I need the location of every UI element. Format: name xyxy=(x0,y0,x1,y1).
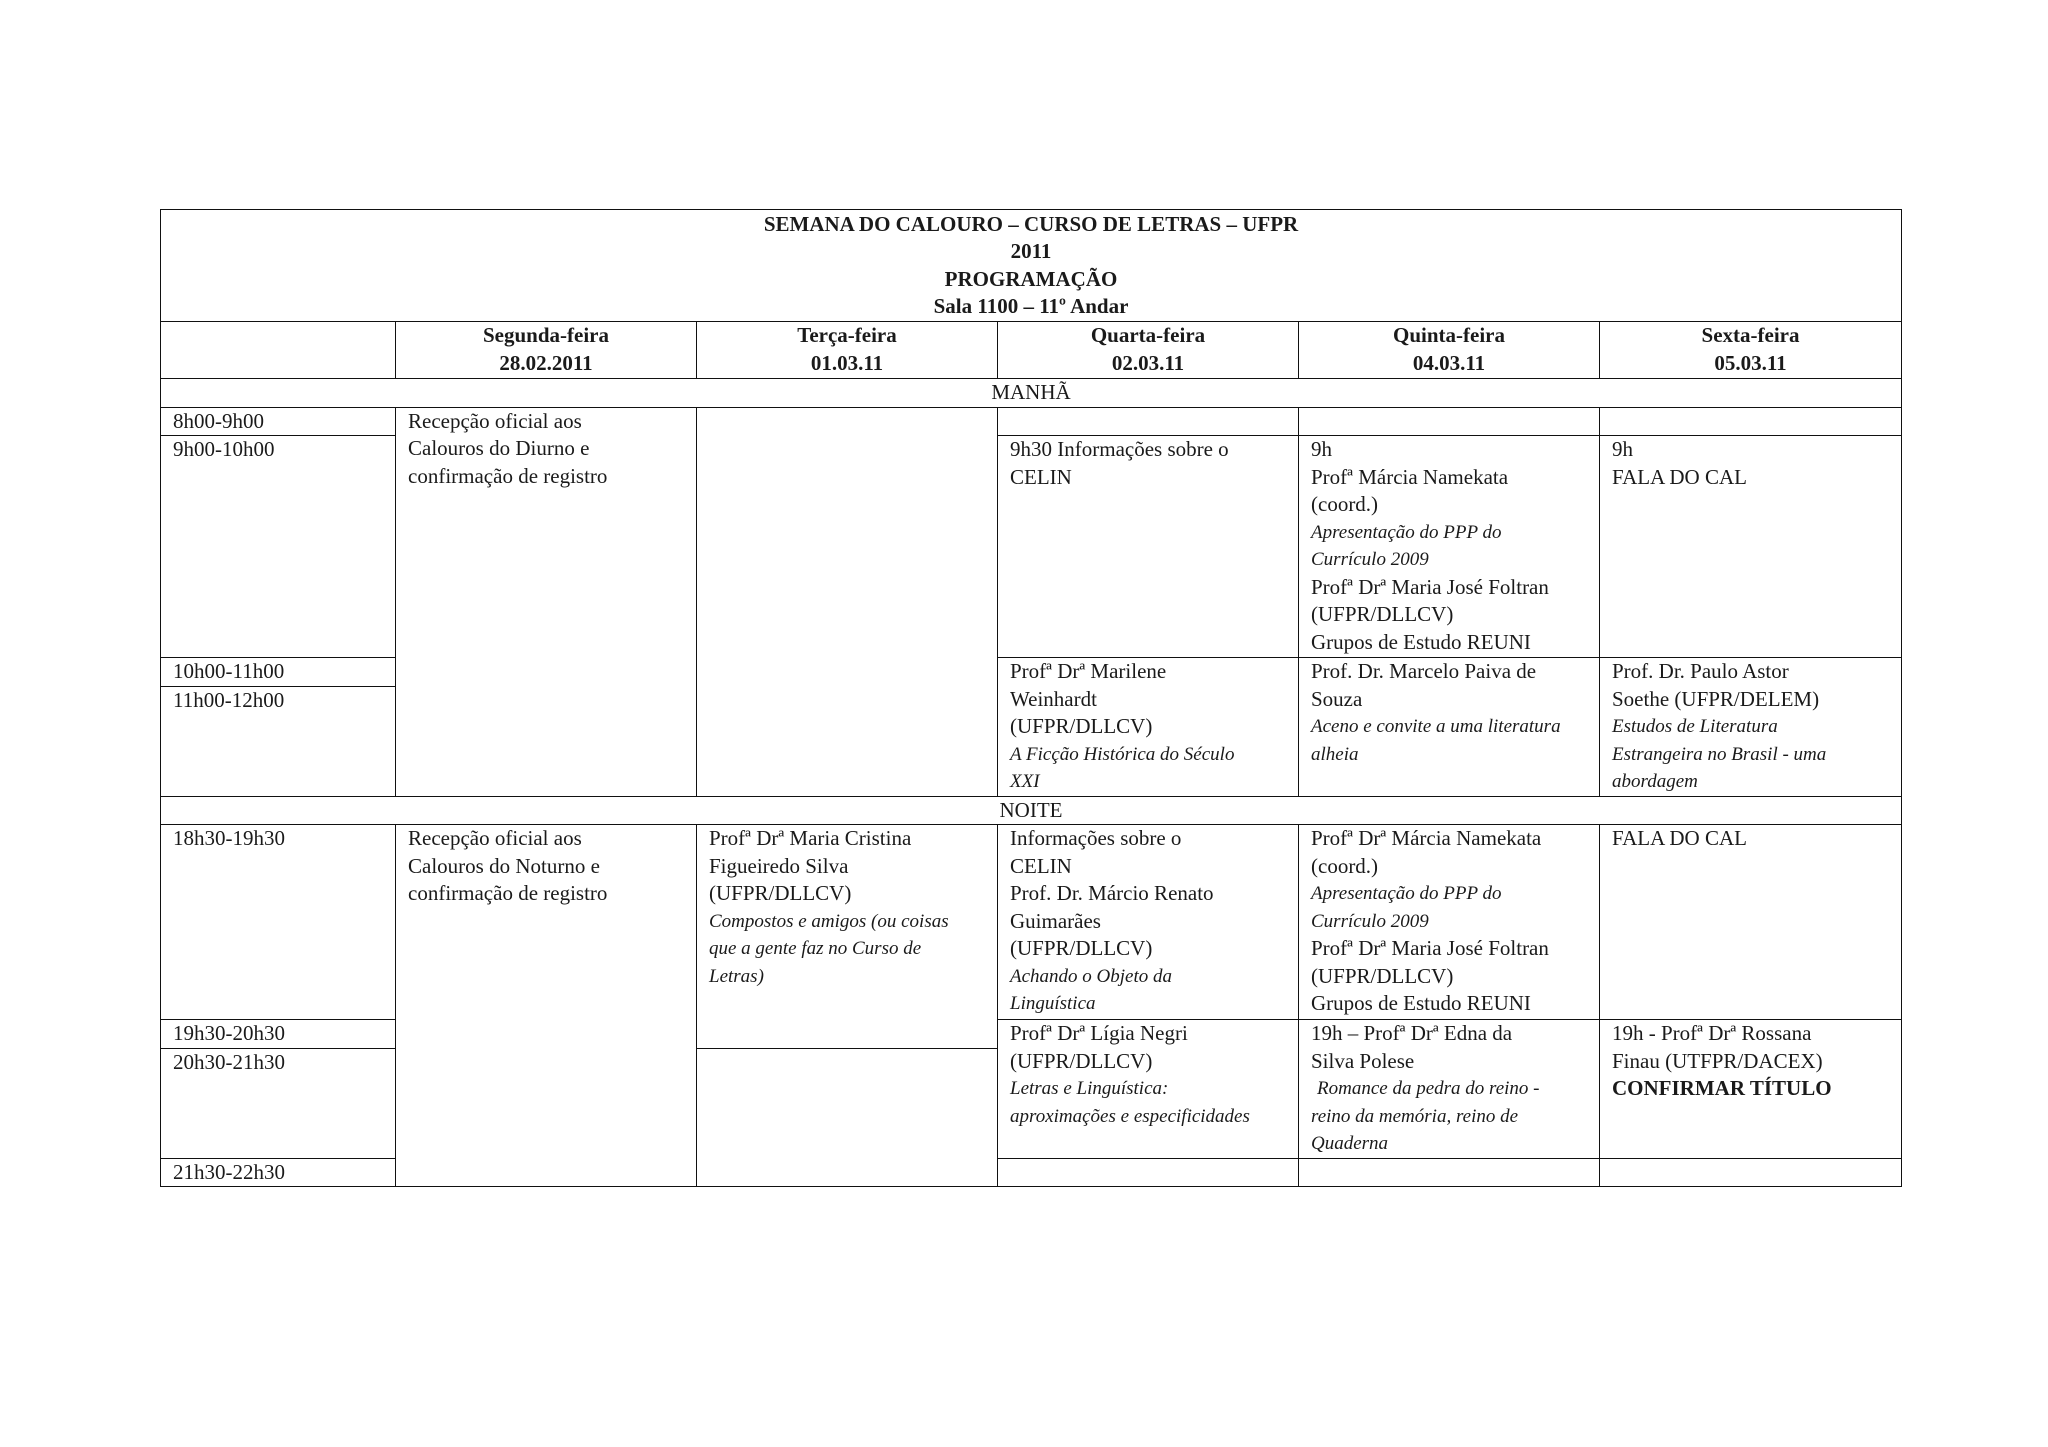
night-tuesday-cell-1: Profª Drª Maria Cristina Figueiredo Silva (UFPR/DLLCV) Compostos e amigos (ou coisas que a gente faz no Curso de Letras) xyxy=(697,825,998,1049)
time-slot: 19h30-20h30 xyxy=(161,1020,396,1049)
empty-cell xyxy=(998,407,1299,436)
morning-friday-cell-1: 9h FALA DO CAL xyxy=(1600,436,1902,658)
title-room: Sala 1100 – 11º Andar xyxy=(933,294,1129,318)
night-wednesday-cell-1: Informações sobre o CELIN Prof. Dr. Márcio Renato Guimarães (UFPR/DLLCV) Achando o Objeto da Linguística xyxy=(998,825,1299,1020)
confirm-title-note: CONFIRMAR TÍTULO xyxy=(1612,1076,1832,1100)
corner-cell xyxy=(161,322,396,379)
morning-tuesday-cell xyxy=(697,407,998,796)
morning-monday-cell: Recepção oficial aos Calouros do Diurno e confirmação de registro xyxy=(396,407,697,796)
night-wednesday-cell-2: Profª Drª Lígia Negri (UFPR/DLLCV) Letras e Linguística: aproximações e especificidades xyxy=(998,1020,1299,1159)
time-slot: 9h00-10h00 xyxy=(161,436,396,658)
section-night: NOITE xyxy=(161,796,1902,825)
day-header-tuesday: Terça-feira 01.03.11 xyxy=(697,322,998,379)
morning-wednesday-cell-2: Profª Drª Marilene Weinhardt (UFPR/DLLCV) A Ficção Histórica do Século XXI xyxy=(998,658,1299,797)
time-slot: 8h00-9h00 xyxy=(161,407,396,436)
section-morning: MANHÃ xyxy=(161,379,1902,408)
night-friday-cell-1: FALA DO CAL xyxy=(1600,825,1902,1020)
page-title: SEMANA DO CALOURO – CURSO DE LETRAS – UFPR xyxy=(763,211,1299,236)
day-header-friday: Sexta-feira 05.03.11 xyxy=(1600,322,1902,379)
empty-cell xyxy=(1600,1158,1902,1187)
empty-cell xyxy=(998,1158,1299,1187)
day-header-monday: Segunda-feira 28.02.2011 xyxy=(396,322,697,379)
time-slot: 11h00-12h00 xyxy=(161,686,396,796)
night-friday-cell-2: 19h - Profª Drª Rossana Finau (UTFPR/DACEX) CONFIRMAR TÍTULO xyxy=(1600,1020,1902,1159)
day-header-wednesday: Quarta-feira 02.03.11 xyxy=(998,322,1299,379)
schedule-table xyxy=(160,209,1902,1187)
time-slot: 21h30-22h30 xyxy=(161,1158,396,1187)
empty-cell xyxy=(1299,1158,1600,1187)
morning-friday-cell-2: Prof. Dr. Paulo Astor Soethe (UFPR/DELEM) Estudos de Literatura Estrangeira no Brasil - uma abordagem xyxy=(1600,658,1902,797)
title-subtitle: PROGRAMAÇÃO xyxy=(944,266,1118,291)
empty-cell xyxy=(1600,407,1902,436)
title-year: 2011 xyxy=(1010,239,1052,263)
time-slot: 10h00-11h00 xyxy=(161,658,396,687)
night-monday-cell: Recepção oficial aos Calouros do Noturno e confirmação de registro xyxy=(396,825,697,1187)
night-tuesday-cell-2 xyxy=(697,1048,998,1187)
night-thursday-cell-2: 19h – Profª Drª Edna da Silva Polese Romance da pedra do reino - reino da memória, reino de Quaderna xyxy=(1299,1020,1600,1159)
night-thursday-cell-1: Profª Drª Márcia Namekata (coord.) Apresentação do PPP do Currículo 2009 Profª Drª Maria José Foltran (UFPR/DLLCV) Grupos de Estudo REUNI xyxy=(1299,825,1600,1020)
morning-thursday-cell-2: Prof. Dr. Marcelo Paiva de Souza Aceno e convite a uma literatura alheia xyxy=(1299,658,1600,797)
morning-thursday-cell-1: 9h Profª Márcia Namekata (coord.) Apresentação do PPP do Currículo 2009 Profª Drª Maria José Foltran (UFPR/DLLCV) Grupos de Estudo REUNI xyxy=(1299,436,1600,658)
time-slot: 18h30-19h30 xyxy=(161,825,396,1020)
empty-cell xyxy=(1299,407,1600,436)
morning-wednesday-cell-1: 9h30 Informações sobre o CELIN xyxy=(998,436,1299,658)
title-block xyxy=(161,210,1902,322)
day-header-thursday: Quinta-feira 04.03.11 xyxy=(1299,322,1600,379)
time-slot: 20h30-21h30 xyxy=(161,1048,396,1158)
